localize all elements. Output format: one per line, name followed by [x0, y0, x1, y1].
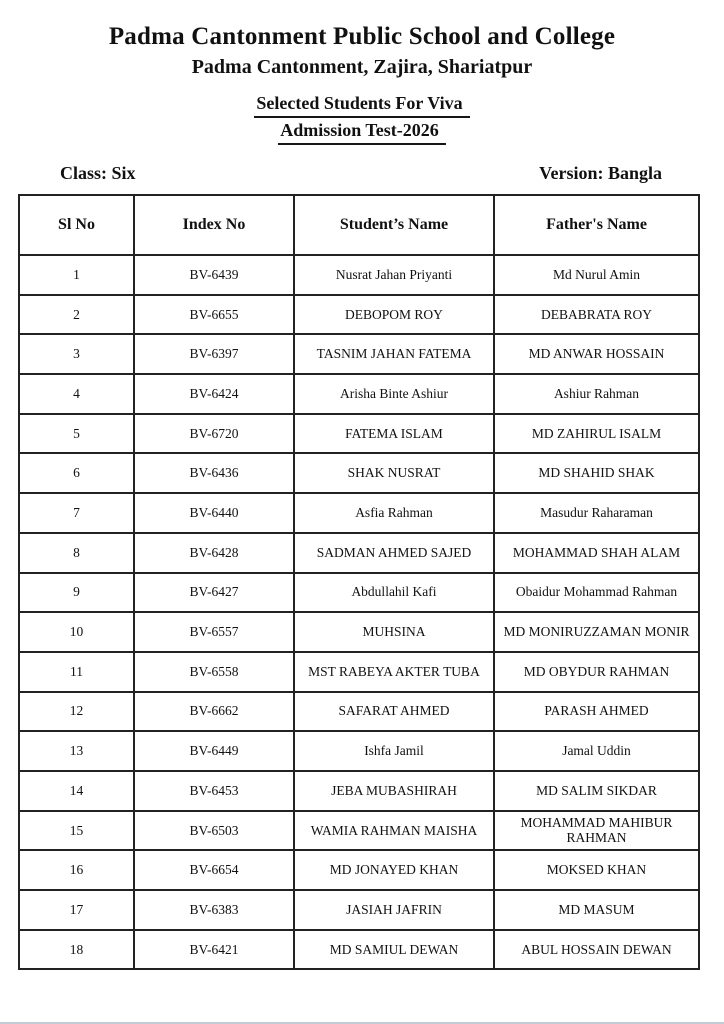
cell-father-name: Obaidur Mohammad Rahman [494, 573, 699, 613]
cell-index-no: BV-6654 [134, 850, 294, 890]
cell-father-name: MD OBYDUR RAHMAN [494, 652, 699, 692]
class-label: Class: Six [60, 163, 136, 183]
cell-father-name: MOHAMMAD SHAH ALAM [494, 533, 699, 573]
table-row [19, 533, 699, 573]
cell-student-name: MD SAMIUL DEWAN [294, 930, 494, 970]
table-row [19, 374, 699, 414]
cell-index-no: BV-6424 [134, 374, 294, 414]
cell-student-name: MUHSINA [294, 612, 494, 652]
table-row [19, 573, 699, 613]
cell-sl-no: 15 [19, 811, 134, 851]
cell-sl-no: 2 [19, 295, 134, 335]
table-row [19, 731, 699, 771]
cell-sl-no: 10 [19, 612, 134, 652]
table-row [19, 334, 699, 374]
school-name-title: Padma Cantonment Public School and College [108, 23, 616, 50]
cell-sl-no: 14 [19, 771, 134, 811]
cell-index-no: BV-6397 [134, 334, 294, 374]
class-version-row [60, 162, 662, 184]
cell-father-name: MD SHAHID SHAK [494, 453, 699, 493]
cell-student-name: JASIAH JAFRIN [294, 890, 494, 930]
cell-student-name: SHAK NUSRAT [294, 453, 494, 493]
cell-sl-no: 4 [19, 374, 134, 414]
cell-student-name: Asfia Rahman [294, 493, 494, 533]
cell-father-name: MOKSED KHAN [494, 850, 699, 890]
col-header-sl-no: Sl No [19, 195, 134, 255]
cell-sl-no: 5 [19, 414, 134, 454]
table-row [19, 930, 699, 970]
cell-index-no: BV-6436 [134, 453, 294, 493]
cell-index-no: BV-6449 [134, 731, 294, 771]
cell-student-name: Nusrat Jahan Priyanti [294, 255, 494, 295]
student-table-body [19, 255, 699, 969]
cell-sl-no: 3 [19, 334, 134, 374]
cell-father-name: MD MASUM [494, 890, 699, 930]
cell-index-no: BV-6557 [134, 612, 294, 652]
cell-father-name: Jamal Uddin [494, 731, 699, 771]
table-row [19, 652, 699, 692]
cell-father-name: Ashiur Rahman [494, 374, 699, 414]
cell-father-name: Masudur Raharaman [494, 493, 699, 533]
table-row [19, 692, 699, 732]
cell-student-name: DEBOPOM ROY [294, 295, 494, 335]
cell-student-name: MST RABEYA AKTER TUBA [294, 652, 494, 692]
cell-student-name: JEBA MUBASHIRAH [294, 771, 494, 811]
table-row [19, 493, 699, 533]
cell-sl-no: 9 [19, 573, 134, 613]
cell-father-name: MD SALIM SIKDAR [494, 771, 699, 811]
cell-student-name: WAMIA RAHMAN MAISHA [294, 811, 494, 851]
cell-sl-no: 11 [19, 652, 134, 692]
cell-father-name: MD MONIRUZZAMAN MONIR [494, 612, 699, 652]
cell-father-name: MD ANWAR HOSSAIN [494, 334, 699, 374]
cell-sl-no: 17 [19, 890, 134, 930]
cell-index-no: BV-6655 [134, 295, 294, 335]
table-row [19, 850, 699, 890]
students-table [18, 194, 700, 970]
table-header-row [19, 195, 699, 255]
cell-student-name: MD JONAYED KHAN [294, 850, 494, 890]
cell-student-name: TASNIM JAHAN FATEMA [294, 334, 494, 374]
table-row [19, 453, 699, 493]
cell-father-name: ABUL HOSSAIN DEWAN [494, 930, 699, 970]
doc-title-line-1 [0, 91, 724, 118]
cell-index-no: BV-6503 [134, 811, 294, 851]
table-row [19, 811, 699, 851]
cell-sl-no: 13 [19, 731, 134, 771]
cell-father-name: MOHAMMAD MAHIBUR RAHMAN [494, 811, 699, 851]
table-row [19, 414, 699, 454]
table-row [19, 255, 699, 295]
cell-sl-no: 6 [19, 453, 134, 493]
doc-title-line-2-text: Admission Test-2026 [278, 118, 446, 145]
document-title-block [0, 91, 724, 145]
cell-student-name: Abdullahil Kafi [294, 573, 494, 613]
cell-student-name: Arisha Binte Ashiur [294, 374, 494, 414]
doc-title-line-1-text: Selected Students For Viva [254, 91, 469, 118]
cell-index-no: BV-6662 [134, 692, 294, 732]
cell-father-name: DEBABRATA ROY [494, 295, 699, 335]
cell-index-no: BV-6383 [134, 890, 294, 930]
cell-index-no: BV-6427 [134, 573, 294, 613]
cell-index-no: BV-6428 [134, 533, 294, 573]
table-row [19, 890, 699, 930]
table-row [19, 295, 699, 335]
cell-index-no: BV-6720 [134, 414, 294, 454]
school-address: Padma Cantonment, Zajira, Shariatpur [191, 56, 533, 78]
doc-title-line-2 [0, 118, 724, 145]
cell-sl-no: 1 [19, 255, 134, 295]
col-header-student-name: Student’s Name [294, 195, 494, 255]
cell-student-name: Ishfa Jamil [294, 731, 494, 771]
version-label: Version: Bangla [539, 163, 662, 183]
col-header-father-name: Father's Name [494, 195, 699, 255]
cell-index-no: BV-6453 [134, 771, 294, 811]
cell-student-name: FATEMA ISLAM [294, 414, 494, 454]
cell-sl-no: 7 [19, 493, 134, 533]
table-row [19, 612, 699, 652]
col-header-index-no: Index No [134, 195, 294, 255]
cell-index-no: BV-6440 [134, 493, 294, 533]
cell-father-name: MD ZAHIRUL ISALM [494, 414, 699, 454]
cell-index-no: BV-6421 [134, 930, 294, 970]
cell-sl-no: 18 [19, 930, 134, 970]
table-row [19, 771, 699, 811]
cell-father-name: Md Nurul Amin [494, 255, 699, 295]
cell-father-name: PARASH AHMED [494, 692, 699, 732]
cell-sl-no: 12 [19, 692, 134, 732]
cell-student-name: SADMAN AHMED SAJED [294, 533, 494, 573]
cell-sl-no: 16 [19, 850, 134, 890]
cell-index-no: BV-6439 [134, 255, 294, 295]
cell-index-no: BV-6558 [134, 652, 294, 692]
cell-sl-no: 8 [19, 533, 134, 573]
cell-student-name: SAFARAT AHMED [294, 692, 494, 732]
